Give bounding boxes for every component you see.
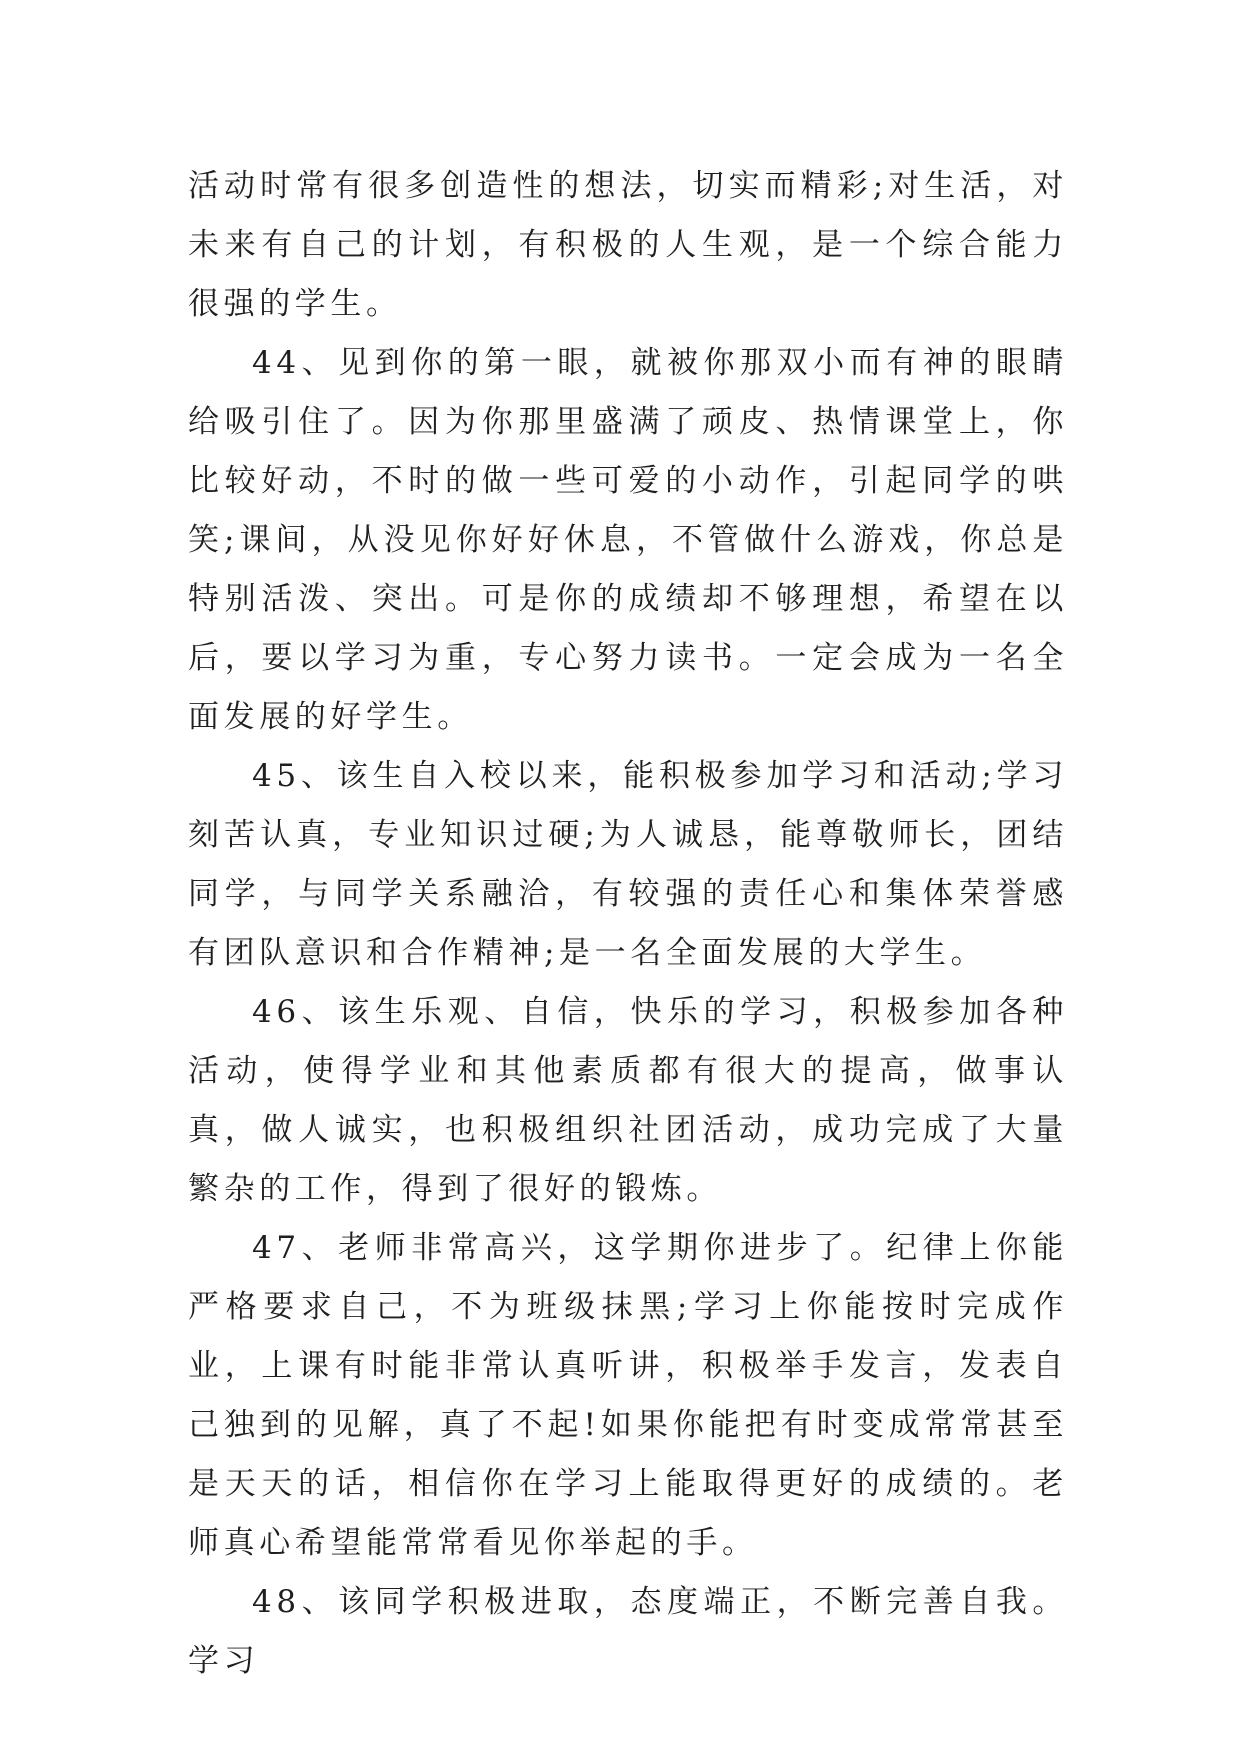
paragraph-item-45: 45、该生自入校以来，能积极参加学习和活动;学习刻苦认真，专业知识过硬;为人诚恳，能尊敬师长，团结同学，与同学关系融洽，有较强的责任心和集体荣誉感有团队意识和合作精神;是一名全面发展的大学生。	[188, 758, 1068, 971]
paragraph-continuation: 活动时常有很多创造性的想法，切实而精彩;对生活，对未来有自己的计划，有积极的人生观，是一个综合能力很强的学生。	[188, 168, 1068, 322]
paragraph-item-46: 46、该生乐观、自信，快乐的学习，积极参加各种活动，使得学业和其他素质都有很大的提高，做事认真，做人诚实，也积极组织社团活动，成功完成了大量繁杂的工作，得到了很好的锻炼。	[188, 994, 1068, 1207]
paragraph-item-47: 47、老师非常高兴，这学期你进步了。纪律上你能严格要求自己，不为班级抹黑;学习上你能按时完成作业，上课有时能非常认真听讲，积极举手发言，发表自己独到的见解，真了不起!如果你能把有时变成常常甚至是天天的话，相信你在学习上能取得更好的成绩的。老师真心希望能常常看见你举起的手。	[188, 1230, 1068, 1561]
body-text	[188, 157, 1068, 1691]
paragraph-item-48: 48、该同学积极进取，态度端正，不断完善自我。学习	[188, 1584, 1068, 1679]
paragraph-item-44: 44、见到你的第一眼，就被你那双小而有神的眼睛给吸引住了。因为你那里盛满了顽皮、热情课堂上，你比较好动，不时的做一些可爱的小动作，引起同学的哄笑;课间，从没见你好好休息，不管做什么游戏，你总是特别活泼、突出。可是你的成绩却不够理想，希望在以后，要以学习为重，专心努力读书。一定会成为一名全面发展的好学生。	[188, 345, 1068, 735]
